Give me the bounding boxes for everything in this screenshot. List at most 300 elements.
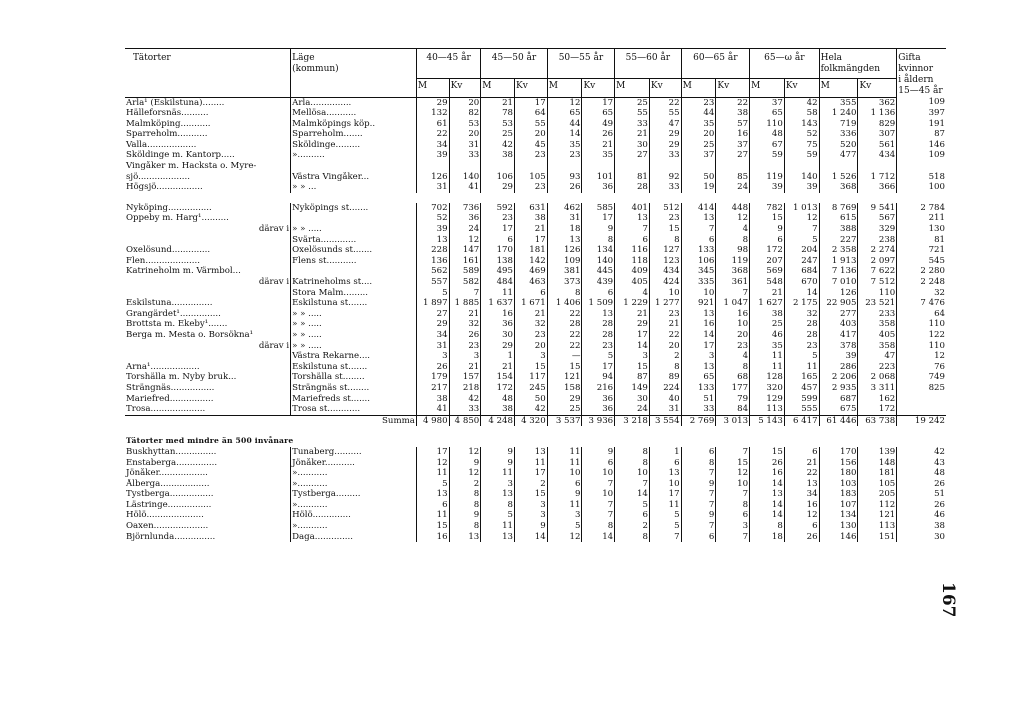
place-cell: Katrineholm m. Värmbol...	[126, 266, 241, 277]
value-cell: 53	[449, 119, 481, 130]
value-cell: 13	[481, 532, 515, 543]
value-cell: 228	[416, 245, 449, 256]
value-cell: 14	[547, 129, 582, 140]
value-cell: 388	[819, 224, 858, 235]
table-row	[125, 150, 946, 161]
value-cell: 218	[449, 383, 481, 394]
value-cell: 44	[547, 119, 582, 130]
value-cell: 35	[750, 341, 785, 352]
place-cell: Nyköping................	[126, 202, 212, 213]
value-cell: 615	[819, 213, 858, 224]
location-cell: Västra Rekarne....	[291, 351, 417, 362]
value-cell: 247	[784, 256, 819, 267]
male-header: M	[547, 79, 582, 97]
value-cell: 29	[416, 97, 449, 108]
age-group-header: 65—ω år	[750, 49, 820, 79]
value-cell: 41	[416, 404, 449, 415]
value-cell: 7	[716, 288, 750, 299]
value-cell: 457	[784, 383, 819, 394]
value-cell: 25	[750, 319, 785, 330]
value-cell: 15	[716, 458, 750, 469]
value-cell: 381	[547, 266, 582, 277]
value-cell: 28	[784, 319, 819, 330]
value-cell: 11	[784, 362, 819, 373]
table-row	[125, 245, 946, 256]
value-cell: 592	[481, 203, 515, 214]
value-cell: 477	[819, 150, 858, 161]
value-cell: 14	[750, 479, 785, 490]
value-cell: 6	[615, 235, 650, 246]
value-cell: 52	[784, 129, 819, 140]
value-cell: 223	[858, 362, 897, 373]
value-cell: 21	[784, 458, 819, 469]
place-cell: Flen....................	[126, 255, 200, 266]
value-cell: 39	[784, 182, 819, 193]
value-cell: 109	[897, 150, 946, 161]
value-cell: 245	[515, 383, 548, 394]
value-cell: 23	[649, 309, 681, 320]
sum-row	[125, 415, 946, 426]
value-cell: 22	[784, 468, 819, 479]
place-cell	[125, 351, 291, 362]
value-cell: 130	[897, 224, 946, 235]
value-cell: 3	[449, 351, 481, 362]
value-cell: 495	[481, 266, 515, 277]
value-cell: 5	[416, 288, 449, 299]
value-cell: 224	[649, 383, 681, 394]
table-row	[125, 532, 946, 543]
value-cell: 13	[416, 235, 449, 246]
value-cell: 8	[449, 521, 481, 532]
value-cell: 11	[481, 468, 515, 479]
value-cell: 439	[582, 277, 615, 288]
value-cell: 87	[897, 129, 946, 140]
value-cell: 13	[681, 213, 716, 224]
value-cell: 16	[716, 309, 750, 320]
value-cell: 103	[819, 479, 858, 490]
value-cell: 719	[819, 119, 858, 130]
place-cell	[125, 235, 291, 246]
table-row	[125, 266, 946, 277]
value-cell: 39	[819, 351, 858, 362]
value-cell: 1 671	[515, 298, 548, 309]
section-title: Tätorter med mindre än 500 invånare	[126, 436, 294, 446]
value-cell: 76	[897, 362, 946, 373]
value-cell: 589	[449, 266, 481, 277]
table-row	[125, 394, 946, 405]
value-cell: 358	[858, 319, 897, 330]
place-cell: Lästringe................	[126, 499, 212, 510]
value-cell: 7	[681, 224, 716, 235]
value-cell: 106	[481, 172, 515, 183]
value-cell: 33	[649, 182, 681, 193]
value-cell: 11	[547, 500, 582, 511]
table-row	[125, 235, 946, 246]
value-cell: 17	[681, 341, 716, 352]
value-cell: 15	[750, 213, 785, 224]
value-cell: 65	[547, 108, 582, 119]
value-cell: 12	[449, 235, 481, 246]
place-cell: sjö...................	[126, 171, 190, 182]
table-row	[125, 108, 946, 119]
value-cell: 286	[819, 362, 858, 373]
value-cell: 10	[582, 489, 615, 500]
value-cell: 8	[547, 288, 582, 299]
value-cell: 79	[716, 394, 750, 405]
value-cell: 32	[515, 319, 548, 330]
value-cell: 18	[547, 224, 582, 235]
section-heading-row	[125, 436, 946, 447]
value-cell: 10	[649, 479, 681, 490]
value-cell: 33	[681, 404, 716, 415]
value-cell: 6	[681, 447, 716, 458]
value-cell: 782	[750, 203, 785, 214]
value-cell: 23	[582, 341, 615, 352]
value-cell: 17	[582, 362, 615, 373]
value-cell: 362	[858, 97, 897, 108]
value-cell: 7 136	[819, 266, 858, 277]
value-cell: 50	[515, 394, 548, 405]
value-cell: 434	[649, 266, 681, 277]
value-cell: —	[547, 351, 582, 362]
value-cell: 26	[750, 458, 785, 469]
value-cell: 36	[582, 394, 615, 405]
male-header: M	[750, 79, 785, 97]
col-location-line2: (kommun)	[292, 64, 339, 74]
value-cell: 58	[784, 108, 819, 119]
value-cell: 9	[681, 510, 716, 521]
value-cell: 921	[681, 298, 716, 309]
value-cell: 14	[784, 288, 819, 299]
value-cell: 29	[547, 394, 582, 405]
value-cell: 33	[449, 150, 481, 161]
value-cell: 8	[615, 447, 650, 458]
table-row	[125, 479, 946, 490]
value-cell: 177	[716, 383, 750, 394]
value-cell	[416, 161, 449, 172]
value-cell: 3	[681, 351, 716, 362]
value-cell: 277	[819, 309, 858, 320]
group-c-rows	[125, 447, 946, 542]
value-cell: 105	[515, 172, 548, 183]
location-cell: Eskilstuna st.......	[291, 298, 417, 309]
value-cell: 2 097	[858, 256, 897, 267]
value-cell: 8	[449, 489, 481, 500]
value-cell	[716, 161, 750, 172]
value-cell: 84	[716, 404, 750, 415]
value-cell: 33	[449, 404, 481, 415]
value-cell: 28	[615, 182, 650, 193]
value-cell: 1 885	[449, 298, 481, 309]
sum-value-cell: 4 320	[515, 415, 548, 426]
value-cell: 11	[547, 458, 582, 469]
age-group-header: 45—50 år	[481, 49, 547, 79]
value-cell: 172	[750, 245, 785, 256]
value-cell: 3	[515, 510, 548, 521]
value-cell: 47	[649, 119, 681, 130]
value-cell: 15	[649, 224, 681, 235]
value-cell: 1	[649, 447, 681, 458]
value-cell: 31	[547, 213, 582, 224]
value-cell: 582	[449, 277, 481, 288]
value-cell: 9	[582, 224, 615, 235]
value-cell: 38	[481, 150, 515, 161]
place-cell	[125, 288, 291, 299]
value-cell: 92	[649, 172, 681, 183]
value-cell: 37	[681, 150, 716, 161]
table-row	[125, 510, 946, 521]
value-cell: 13	[481, 489, 515, 500]
value-cell: 721	[897, 245, 946, 256]
value-cell: 39	[750, 182, 785, 193]
value-cell: 401	[615, 203, 650, 214]
value-cell: 13	[547, 235, 582, 246]
location-cell: Mellösa...........	[291, 108, 417, 119]
value-cell: 687	[819, 394, 858, 405]
location-cell: » » .....	[291, 309, 417, 320]
table-row	[125, 404, 946, 415]
value-cell: 42	[449, 394, 481, 405]
location-cell: »...........	[291, 500, 417, 511]
value-cell: 7	[681, 489, 716, 500]
sum-value-cell: 19 242	[897, 415, 946, 426]
value-cell: 25	[547, 404, 582, 415]
place-cell: Trosa....................	[126, 404, 206, 415]
value-cell: 23	[515, 150, 548, 161]
place-cell: därav i	[258, 340, 290, 351]
value-cell: 61	[416, 119, 449, 130]
value-cell: 7	[784, 224, 819, 235]
value-cell: 8	[449, 500, 481, 511]
value-cell: 2	[515, 479, 548, 490]
value-cell: 32	[449, 319, 481, 330]
place-cell: Sparreholm...........	[126, 129, 208, 140]
value-cell: 27	[416, 309, 449, 320]
value-cell	[547, 161, 582, 172]
value-cell: 16	[481, 309, 515, 320]
value-cell: 10	[615, 468, 650, 479]
value-cell: 13	[750, 489, 785, 500]
value-cell: 134	[582, 245, 615, 256]
value-cell: 405	[858, 330, 897, 341]
value-cell: 29	[649, 129, 681, 140]
value-cell: 126	[416, 172, 449, 183]
value-cell: 85	[716, 172, 750, 183]
value-cell: 7 622	[858, 266, 897, 277]
value-cell: 204	[784, 245, 819, 256]
value-cell: 21	[481, 362, 515, 373]
value-cell: 9	[582, 447, 615, 458]
value-cell: 23 521	[858, 298, 897, 309]
place-cell: Buskhyttan...............	[126, 446, 217, 457]
place-cell: Sköldinge m. Kantorp.....	[126, 150, 235, 161]
value-cell: 10	[681, 288, 716, 299]
value-cell: 20	[449, 129, 481, 140]
value-cell: 361	[716, 277, 750, 288]
value-cell: 2 274	[858, 245, 897, 256]
value-cell: 9	[449, 510, 481, 521]
location-cell: » » .....	[291, 330, 417, 341]
age-group-header: 50—55 år	[547, 49, 614, 79]
value-cell: 23	[649, 213, 681, 224]
value-cell: 7 476	[897, 298, 946, 309]
place-cell: därav i	[258, 224, 290, 235]
value-cell: 10	[716, 319, 750, 330]
value-cell	[515, 161, 548, 172]
value-cell: 37	[716, 140, 750, 151]
value-cell: 233	[858, 309, 897, 320]
location-cell: Katrineholms st....	[291, 277, 417, 288]
value-cell: 599	[784, 394, 819, 405]
value-cell: 736	[449, 203, 481, 214]
value-cell: 11	[750, 362, 785, 373]
location-cell: »...........	[291, 468, 417, 479]
value-cell: 368	[819, 182, 858, 193]
value-cell: 22	[649, 97, 681, 108]
value-cell: 55	[515, 119, 548, 130]
value-cell: 11	[416, 468, 449, 479]
value-cell: 22	[416, 129, 449, 140]
table-row	[125, 213, 946, 224]
value-cell: 51	[897, 489, 946, 500]
place-cell: Björnlunda...............	[126, 531, 216, 542]
value-cell: 26	[416, 362, 449, 373]
value-cell	[615, 161, 650, 172]
value-cell: 52	[416, 213, 449, 224]
value-cell: 6	[582, 458, 615, 469]
value-cell: 113	[750, 404, 785, 415]
male-header: M	[481, 79, 515, 97]
value-cell: 445	[582, 266, 615, 277]
value-cell: 1	[481, 351, 515, 362]
value-cell: 116	[615, 245, 650, 256]
value-cell: 1 047	[716, 298, 750, 309]
value-cell: 320	[750, 383, 785, 394]
value-cell: 16	[750, 468, 785, 479]
male-header: M	[416, 79, 449, 97]
value-cell: 29	[481, 182, 515, 193]
value-cell: 335	[681, 277, 716, 288]
value-cell	[784, 161, 819, 172]
table-row	[125, 172, 946, 183]
value-cell: 358	[858, 341, 897, 352]
value-cell: 3	[416, 351, 449, 362]
value-cell: 20	[649, 341, 681, 352]
value-cell: 36	[582, 182, 615, 193]
table-row	[125, 256, 946, 267]
value-cell: 6	[547, 479, 582, 490]
sum-value-cell: 63 738	[858, 415, 897, 426]
value-cell: 1 913	[819, 256, 858, 267]
value-cell: 23	[681, 97, 716, 108]
group-gap	[125, 193, 946, 203]
place-cell: Hölö.....................	[126, 510, 204, 521]
table-row	[125, 372, 946, 383]
value-cell: 9 541	[858, 203, 897, 214]
place-cell: Vingåker m. Hacksta o. Myre-	[126, 161, 257, 172]
col-location-header	[291, 49, 417, 79]
value-cell: 21	[515, 309, 548, 320]
value-cell: 183	[819, 489, 858, 500]
value-cell: 29	[481, 341, 515, 352]
value-cell: 23	[449, 341, 481, 352]
value-cell: 140	[449, 172, 481, 183]
sum-value-cell: 3 554	[649, 415, 681, 426]
table-row	[125, 447, 946, 458]
value-cell: 35	[582, 150, 615, 161]
value-cell: 448	[716, 203, 750, 214]
value-cell: 631	[515, 203, 548, 214]
value-cell: 8	[681, 458, 716, 469]
age-group-header: 40—45 år	[416, 49, 480, 79]
value-cell: 3	[481, 479, 515, 490]
value-cell: 2 175	[784, 298, 819, 309]
total-population-header	[819, 49, 897, 79]
age-group-header: 60—65 år	[681, 49, 749, 79]
location-cell: Nyköpings st.......	[291, 203, 417, 214]
value-cell: 23	[481, 213, 515, 224]
value-cell: 154	[481, 372, 515, 383]
value-cell: 112	[858, 500, 897, 511]
value-cell: 41	[449, 182, 481, 193]
value-cell: 53	[481, 119, 515, 130]
value-cell: 59	[784, 150, 819, 161]
value-cell: 1 712	[858, 172, 897, 183]
value-cell: 207	[750, 256, 785, 267]
value-cell: 20	[716, 330, 750, 341]
value-cell: 13	[416, 489, 449, 500]
value-cell: 38	[716, 108, 750, 119]
value-cell: 3	[515, 500, 548, 511]
location-cell: Trosa st............	[291, 404, 417, 415]
value-cell: 191	[897, 119, 946, 130]
table-row	[125, 161, 946, 172]
value-cell: 14	[515, 532, 548, 543]
value-cell: 409	[615, 266, 650, 277]
value-cell: 684	[784, 266, 819, 277]
value-cell: 25	[681, 140, 716, 151]
value-cell: 21	[481, 97, 515, 108]
value-cell: 2 784	[897, 203, 946, 214]
value-cell: 158	[547, 383, 582, 394]
value-cell: 100	[897, 182, 946, 193]
value-cell: 11	[750, 351, 785, 362]
sum-value-cell: 2 769	[681, 415, 716, 426]
location-cell: Hölö..............	[291, 510, 417, 521]
value-cell: 7	[582, 479, 615, 490]
value-cell: 18	[750, 532, 785, 543]
value-cell: 64	[515, 108, 548, 119]
value-cell: 336	[819, 129, 858, 140]
value-cell: 81	[897, 235, 946, 246]
value-cell: 1 406	[547, 298, 582, 309]
table-row	[125, 468, 946, 479]
location-cell: Svärta.............	[291, 235, 417, 246]
value-cell: 148	[858, 458, 897, 469]
location-cell: » » .....	[291, 224, 417, 235]
value-cell: 12	[784, 213, 819, 224]
value-cell: 15	[547, 362, 582, 373]
value-cell: 7	[681, 500, 716, 511]
table-row	[125, 298, 946, 309]
location-cell: » » ...	[291, 182, 417, 193]
value-cell: 24	[716, 182, 750, 193]
place-cell: Valla..................	[126, 139, 197, 150]
value-cell: 122	[897, 330, 946, 341]
value-cell: 107	[819, 500, 858, 511]
value-cell	[582, 161, 615, 172]
value-cell: 548	[750, 277, 785, 288]
